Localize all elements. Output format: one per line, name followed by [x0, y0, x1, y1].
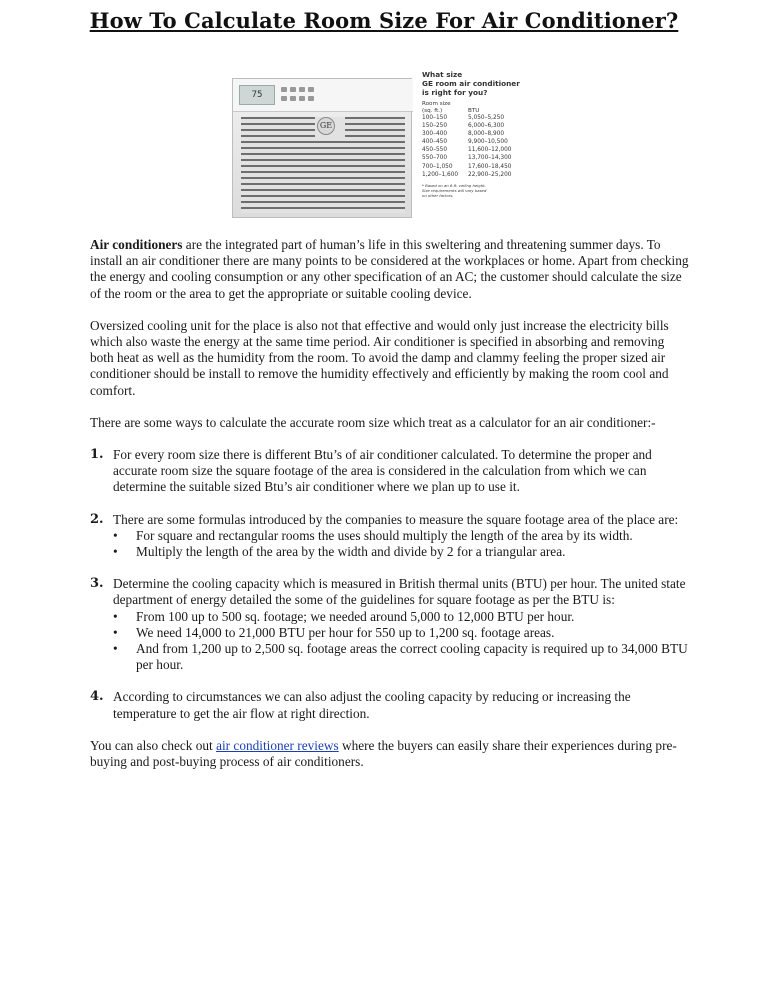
table-heading-line: What size — [422, 70, 463, 79]
bullet-item — [113, 641, 690, 673]
bullet-dot: • — [113, 624, 118, 640]
step-number: 2. — [90, 511, 104, 527]
table-heading-line: is right for you? — [422, 88, 488, 97]
btu-cell: 8,000–8,900 — [468, 131, 505, 138]
list-item — [90, 447, 690, 496]
table-row — [422, 171, 536, 179]
step-number: 1. — [90, 447, 104, 463]
ac-control-panel — [233, 79, 413, 112]
col-btu — [468, 101, 479, 114]
air-conditioner-image — [232, 78, 412, 218]
article-body — [90, 237, 690, 786]
table-row — [422, 122, 536, 130]
list-item — [90, 512, 690, 561]
table-row — [422, 154, 536, 162]
btu-cell: 11,600–12,000 — [468, 147, 512, 154]
room-cell: 150–250 — [422, 123, 448, 130]
step-number: 4. — [90, 689, 104, 705]
btu-cell: 22,900–25,200 — [468, 171, 512, 178]
table-row — [422, 163, 536, 171]
step-text: Determine the cooling capacity which is measured in British thermal units (BTU) per hour. The united state department of energy detailed the some of the guidelines for square footage as per the BTU is: — [113, 576, 686, 608]
bullet-dot: • — [113, 544, 118, 560]
bullet-item — [113, 544, 690, 560]
list-item — [90, 576, 690, 673]
room-cell: 700–1,050 — [422, 163, 453, 170]
room-cell: 1,200–1,600 — [422, 171, 459, 178]
oversized-paragraph: Oversized cooling unit for the place is also not that effective and would only just increase the electricity bills which also waste the energy at the same time period. Air conditioner is specified in absorbing and removing both heat as well as the humidity from the room. To avoid the damp and clammy feeling the proper sized air conditioner should be install to remove the humidity effectively and efficiently by making the room cool and comfort. — [90, 317, 669, 398]
step-number: 3. — [90, 576, 104, 592]
btu-cell: 13,700–14,300 — [468, 155, 512, 162]
table-row — [422, 146, 536, 154]
step-text: There are some formulas introduced by the companies to measure the square footage area of the place are: — [113, 511, 679, 527]
closing-text-after: where the buyers can easily share their experiences during pre-buying and post-buying process of air conditioners. — [90, 737, 677, 770]
page-title: How To Calculate Room Size For Air Conditioner? — [89, 8, 679, 33]
room-cell: 450–550 — [422, 147, 448, 154]
bullet-dot: • — [113, 608, 118, 624]
btu-cell: 5,050–5,250 — [468, 115, 505, 121]
room-cell: 400–450 — [422, 139, 448, 146]
bullet-item — [113, 625, 690, 641]
ac-display-value: 75 — [251, 90, 263, 100]
closing-paragraph — [90, 738, 690, 770]
col-room-size-unit: (sq. ft.) — [422, 107, 443, 114]
table-column-headers — [422, 101, 536, 114]
footnote-line: Size requirements will vary based — [422, 187, 487, 193]
bullet-text: From 100 up to 500 sq. footage; we needed around 5,000 to 12,000 BTU per hour. — [136, 608, 575, 624]
ge-logo: GE — [317, 117, 335, 135]
btu-guideline-bullets — [113, 609, 690, 674]
footnote-line: * Based on an 8-ft. ceiling height. — [422, 182, 486, 188]
btu-cell: 9,900–10,500 — [468, 139, 508, 146]
intro-bold-term: Air conditioners — [90, 237, 183, 252]
room-size-table — [422, 70, 536, 198]
table-footnote — [422, 183, 536, 198]
ways-paragraph: There are some ways to calculate the accurate room size which treat as a calculator for an air conditioner:- — [90, 414, 656, 430]
steps-list — [90, 447, 690, 722]
table-row — [422, 130, 536, 138]
list-item — [90, 689, 690, 721]
table-row — [422, 138, 536, 146]
ac-display — [239, 85, 275, 105]
step-text: According to circumstances we can also adjust the cooling capacity by reducing or increasing the temperature to get the air flow at right direction. — [113, 689, 631, 721]
bullet-item — [113, 609, 690, 625]
room-cell: 100–150 — [422, 115, 448, 121]
footnote-line: on other factors. — [422, 192, 454, 198]
reviews-link[interactable]: air conditioner reviews — [216, 737, 339, 753]
bullet-item — [113, 528, 690, 544]
bullet-text: Multiply the length of the area by the width and divide by 2 for a triangular area. — [136, 544, 566, 560]
room-cell: 300–400 — [422, 131, 448, 138]
btu-cell: 6,000–6,300 — [468, 123, 505, 130]
bullet-dot: • — [113, 641, 118, 657]
closing-text-before: You can also check out — [90, 737, 217, 753]
ac-sizing-figure — [232, 70, 536, 220]
bullet-text: We need 14,000 to 21,000 BTU per hour for 550 up to 1,200 sq. footage areas. — [136, 624, 555, 640]
room-cell: 550–700 — [422, 155, 448, 162]
col-btu-label: BTU — [468, 107, 480, 114]
ac-buttons — [281, 87, 317, 103]
intro-text: are the integrated part of human’s life in this sweltering and threatening summer days. To install an air conditioner there are many points to be considered at the workplaces or home. Apart from checking the energy and cooling consumption or any other specification of an AC; the customer should calculate the size of the room or the area to get the appropriate or suitable cooling device. — [90, 237, 689, 301]
bullet-text: For square and rectangular rooms the uses should multiply the length of the area by its width. — [136, 527, 633, 543]
col-room-size — [422, 101, 468, 114]
formula-bullets — [113, 528, 690, 560]
btu-cell: 17,600–18,450 — [468, 163, 512, 170]
table-heading-line: GE room air conditioner — [422, 79, 520, 88]
col-room-size-label: Room size — [422, 101, 451, 107]
intro-paragraph — [90, 237, 690, 302]
bullet-text: And from 1,200 up to 2,500 sq. footage areas the correct cooling capacity is required up to 34,000 BTU per hour. — [136, 641, 688, 673]
bullet-dot: • — [113, 527, 118, 543]
step-text: For every room size there is different Btu’s of air conditioner calculated. To determine the proper and accurate room size the square footage of the area is considered in the calculation from which we can determine the suitable sized Btu’s air conditioner where we plan up to use it. — [113, 447, 652, 495]
table-row — [422, 114, 536, 122]
